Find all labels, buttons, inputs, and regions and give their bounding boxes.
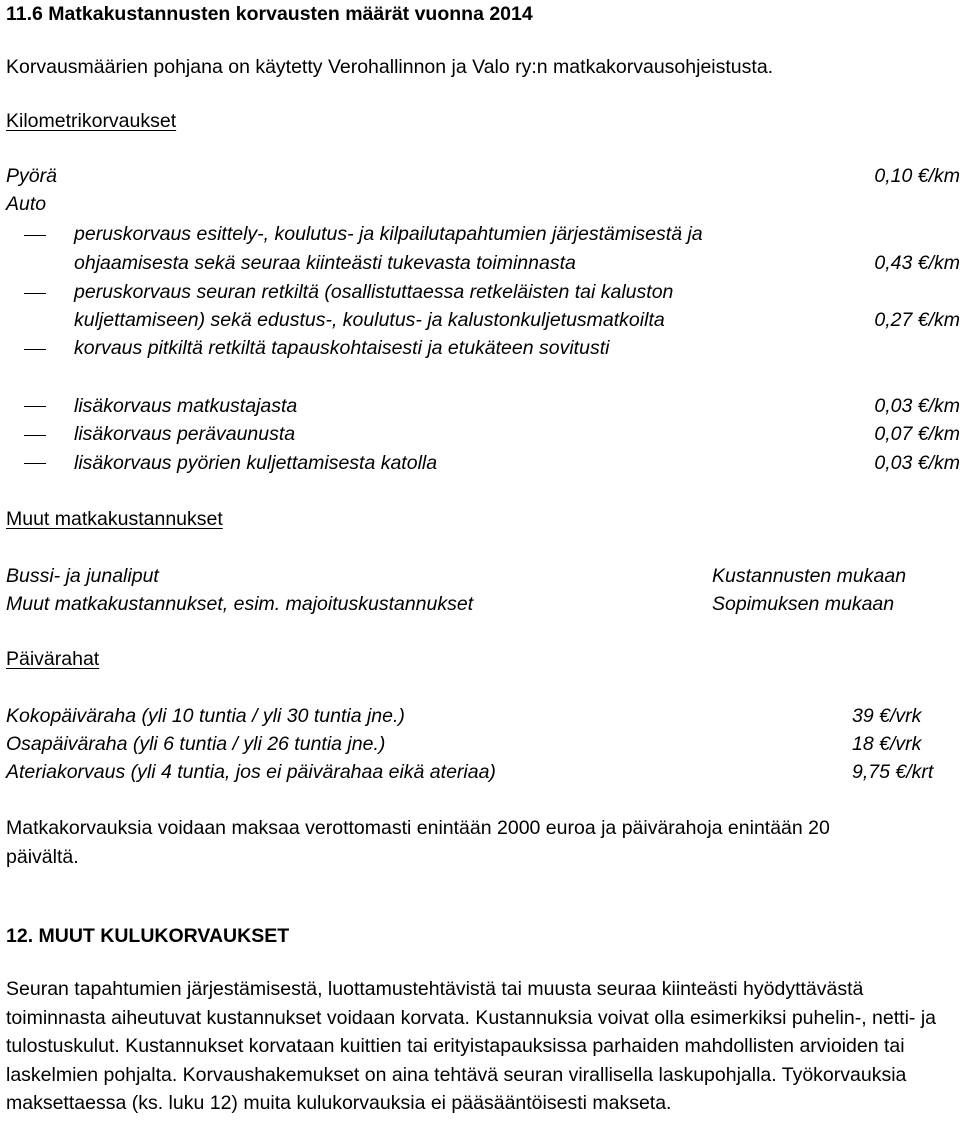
- other-heading: Muut matkakustannukset: [6, 508, 223, 530]
- km-extra-3-rate: 0,03 €/km: [874, 452, 960, 474]
- per-diem-heading: Päivärahat: [6, 648, 100, 670]
- km-item-3-line1: korvaus pitkiltä retkiltä tapauskohtaisesti ja etukäteen sovitusti: [74, 337, 610, 359]
- km-extra-2-label: lisäkorvaus perävaunusta: [74, 423, 296, 445]
- dash-bullet: [24, 463, 46, 464]
- section12-heading: 12. MUUT KULUKORVAUKSET: [6, 925, 290, 947]
- per-diem-row-3-label: Ateriakorvaus (yli 4 tuntia, jos ei päivärahaa eikä ateriaa): [6, 761, 496, 783]
- section-title: 11.6 Matkakustannusten korvausten määrät vuonna 2014: [6, 3, 533, 25]
- km-extra-1-label: lisäkorvaus matkustajasta: [74, 395, 298, 417]
- km-extra-2-rate: 0,07 €/km: [874, 423, 960, 445]
- other-row-2-value: Sopimuksen mukaan: [712, 593, 895, 615]
- per-diem-note-text: Matkakorvauksia voidaan maksaa verottomasti enintään 2000 euroa ja päivärahoja enintään 20 päivältä.: [6, 817, 830, 868]
- bike-label: Pyörä: [6, 165, 57, 187]
- km-item-1-line2: ohjaamisesta sekä seuraa kiinteästi tukevasta toiminnasta: [74, 252, 576, 274]
- km-extra-1-rate: 0,03 €/km: [874, 395, 960, 417]
- section12-body-text: Seuran tapahtumien järjestämisestä, luottamustehtävistä tai muusta seuraa kiinteästi hyödyttävästä toiminnasta aiheutuvat kustannukset voidaan korvata. Kustannuksia voivat olla esimerkiksi puhelin-, netti- ja tulostuskulut. Kustannukset korvataan kuittien tai erityistapauksissa parhaiden mahdollisten arvioiden tai laskelmien pohjalta. Korvaushakemukset on aina tehtävä seuran virallisella laskupohjalla. Työkorvauksia maksettaessa (ks. luku 12) muita kulukorvauksia ei pääsääntöisesti makseta.: [6, 978, 937, 1114]
- km-item-2-line2: kuljettamiseen) sekä edustus-, koulutus- ja kalustonkuljetusmatkoilta: [74, 309, 665, 331]
- car-label: Auto: [6, 193, 47, 215]
- per-diem-row-1-value: 39 €/vrk: [852, 705, 922, 727]
- dash-bullet: [24, 293, 46, 294]
- dash-bullet: [24, 349, 46, 350]
- bike-rate: 0,10 €/km: [874, 165, 960, 187]
- other-row-1-label: Bussi- ja junaliput: [6, 565, 159, 587]
- per-diem-row-2-value: 18 €/vrk: [852, 733, 922, 755]
- km-heading: Kilometrikorvaukset: [6, 110, 177, 132]
- intro-text: Korvausmäärien pohjana on käytetty Verohallinnon ja Valo ry:n matkakorvausohjeistusta.: [6, 56, 774, 78]
- km-extra-3-label: lisäkorvaus pyörien kuljettamisesta katolla: [74, 452, 438, 474]
- km-item-1-line1: peruskorvaus esittely-, koulutus- ja kilpailutapahtumien järjestämisestä ja: [74, 223, 703, 245]
- other-row-1-value: Kustannusten mukaan: [712, 565, 907, 587]
- other-row-2-label: Muut matkakustannukset, esim. majoituskustannukset: [6, 593, 474, 615]
- dash-bullet: [24, 435, 46, 436]
- km-item-1-rate: 0,43 €/km: [874, 252, 960, 274]
- dash-bullet: [24, 235, 46, 236]
- per-diem-note: [6, 814, 906, 871]
- per-diem-row-1-label: Kokopäiväraha (yli 10 tuntia / yli 30 tuntia jne.): [6, 705, 405, 727]
- section12-body: [6, 975, 936, 1118]
- per-diem-row-2-label: Osapäiväraha (yli 6 tuntia / yli 26 tuntia jne.): [6, 733, 386, 755]
- km-item-2-rate: 0,27 €/km: [874, 309, 960, 331]
- km-item-2-line1: peruskorvaus seuran retkiltä (osallistuttaessa retkeläisten tai kaluston: [74, 281, 674, 303]
- per-diem-row-3-value: 9,75 €/krt: [852, 761, 934, 783]
- dash-bullet: [24, 406, 46, 407]
